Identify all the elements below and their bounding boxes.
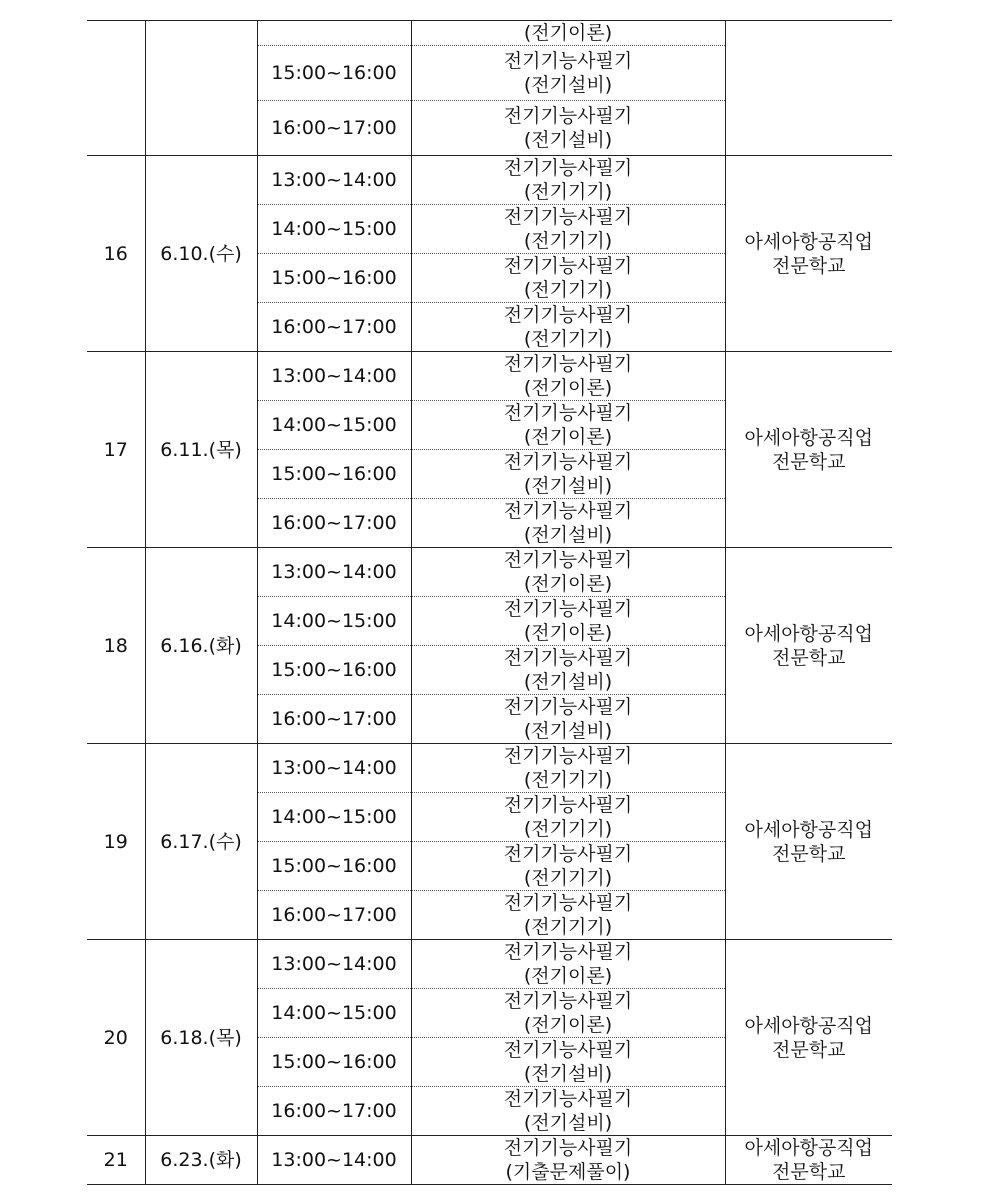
session-subject [411,842,725,891]
subject-topic: (전기설비) [523,671,613,693]
subject-title: 전기기능사필기 [503,647,633,669]
schedule-row [87,940,892,989]
subject-topic: (전기이론) [523,622,613,644]
subject-topic: (전기기기) [523,818,613,840]
session-subject [411,793,725,842]
session-time: 14:00~15:00 [257,205,411,254]
subject-title: 전기기능사필기 [503,304,633,326]
session-date: 6.18.(목) [145,940,257,1136]
session-time [257,21,411,46]
session-number: 20 [87,940,145,1136]
location-line: 아세아항공직업 [744,230,873,253]
schedule-row [87,744,892,793]
session-date: 6.16.(화) [145,548,257,744]
session-subject [411,1038,725,1087]
subject-topic: (전기이론) [523,573,613,595]
session-location [725,548,892,744]
session-time: 14:00~15:00 [257,401,411,450]
session-time: 14:00~15:00 [257,793,411,842]
session-time: 13:00~14:00 [257,1136,411,1185]
session-number: 17 [87,352,145,548]
location-line: 전문학교 [772,842,846,865]
subject-topic: (전기설비) [523,129,613,151]
location-line: 아세아항공직업 [744,426,873,449]
subject-title: 전기기능사필기 [503,1039,633,1061]
session-date: 6.23.(화) [145,1136,257,1185]
session-subject [411,744,725,793]
session-date: 6.11.(목) [145,352,257,548]
session-number: 18 [87,548,145,744]
subject-topic: (전기설비) [523,524,613,546]
session-time: 16:00~17:00 [257,499,411,548]
location-line: 아세아항공직업 [744,818,873,841]
subject-topic: (전기설비) [523,475,613,497]
session-time: 13:00~14:00 [257,548,411,597]
session-subject [411,548,725,597]
session-time: 16:00~17:00 [257,891,411,940]
session-time: 13:00~14:00 [257,744,411,793]
session-time: 16:00~17:00 [257,695,411,744]
subject-title: 전기기능사필기 [503,794,633,816]
subject-title: 전기기능사필기 [503,451,633,473]
subject-topic: (전기기기) [523,328,613,350]
session-subject [411,46,725,101]
schedule-table [87,20,892,1185]
session-subject [411,646,725,695]
schedule-body [87,21,892,1185]
session-location [725,156,892,352]
session-time: 16:00~17:00 [257,1087,411,1136]
subject-title: 전기기능사필기 [503,255,633,277]
session-location [725,940,892,1136]
session-time: 15:00~16:00 [257,450,411,499]
location-line: 아세아항공직업 [744,1014,873,1037]
session-number: 19 [87,744,145,940]
location-line: 아세아항공직업 [744,622,873,645]
session-time: 14:00~15:00 [257,597,411,646]
subject-topic: (전기이론) [523,377,613,399]
subject-topic: (전기이론) [523,965,613,987]
subject-title: 전기기능사필기 [503,157,633,179]
session-time: 13:00~14:00 [257,156,411,205]
subject-topic: (전기설비) [523,74,613,96]
session-location [725,352,892,548]
location-line: 아세아항공직업 [744,1137,873,1159]
session-location [725,21,892,156]
session-time: 15:00~16:00 [257,254,411,303]
subject-title: 전기기능사필기 [503,1088,633,1110]
schedule-row [87,352,892,401]
session-subject [411,450,725,499]
location-line: 전문학교 [772,254,846,277]
session-date: 6.10.(수) [145,156,257,352]
session-subject [411,21,725,46]
session-subject [411,891,725,940]
subject-topic: (전기이론) [523,22,613,44]
subject-title: 전기기능사필기 [503,696,633,718]
session-subject [411,352,725,401]
subject-title: 전기기능사필기 [503,206,633,228]
session-subject [411,101,725,156]
session-number: 21 [87,1136,145,1185]
session-subject [411,1087,725,1136]
session-subject [411,401,725,450]
session-date [145,21,257,156]
location-line: 전문학교 [772,450,846,473]
session-subject [411,156,725,205]
subject-title: 전기기능사필기 [503,50,633,72]
session-number [87,21,145,156]
subject-title: 전기기능사필기 [503,353,633,375]
subject-topic: (전기설비) [523,720,613,742]
session-time: 13:00~14:00 [257,352,411,401]
subject-title: 전기기능사필기 [503,843,633,865]
schedule-row [87,548,892,597]
session-subject [411,695,725,744]
session-time: 14:00~15:00 [257,989,411,1038]
location-line: 전문학교 [772,1038,846,1061]
subject-topic: (전기기기) [523,916,613,938]
session-time: 15:00~16:00 [257,1038,411,1087]
session-subject [411,205,725,254]
subject-topic: (전기기기) [523,230,613,252]
subject-title: 전기기능사필기 [503,549,633,571]
subject-title: 전기기능사필기 [503,598,633,620]
session-time: 15:00~16:00 [257,646,411,695]
session-time: 15:00~16:00 [257,842,411,891]
session-time: 15:00~16:00 [257,46,411,101]
session-time: 16:00~17:00 [257,101,411,156]
subject-topic: (전기설비) [523,1112,613,1134]
subject-title: 전기기능사필기 [503,745,633,767]
subject-topic: (전기이론) [523,426,613,448]
subject-topic: (전기기기) [523,279,613,301]
subject-title: 전기기능사필기 [503,500,633,522]
subject-title: 전기기능사필기 [503,941,633,963]
session-subject [411,254,725,303]
session-time: 16:00~17:00 [257,303,411,352]
session-subject [411,940,725,989]
schedule-row [87,21,892,46]
session-location [725,744,892,940]
session-date: 6.17.(수) [145,744,257,940]
session-time: 13:00~14:00 [257,940,411,989]
session-subject [411,1136,725,1185]
session-location [725,1136,892,1185]
session-subject [411,303,725,352]
subject-topic: (전기기기) [523,769,613,791]
subject-topic: (기출문제풀이) [505,1161,631,1183]
session-subject [411,499,725,548]
schedule-row [87,1136,892,1185]
subject-topic: (전기설비) [523,1063,613,1085]
subject-title: 전기기능사필기 [503,402,633,424]
schedule-row [87,156,892,205]
session-subject [411,989,725,1038]
session-number: 16 [87,156,145,352]
subject-title: 전기기능사필기 [503,1137,633,1159]
subject-topic: (전기기기) [523,867,613,889]
location-line: 전문학교 [772,1161,846,1183]
location-line: 전문학교 [772,646,846,669]
subject-title: 전기기능사필기 [503,892,633,914]
subject-topic: (전기기기) [523,181,613,203]
subject-title: 전기기능사필기 [503,105,633,127]
subject-title: 전기기능사필기 [503,990,633,1012]
subject-topic: (전기이론) [523,1014,613,1036]
session-subject [411,597,725,646]
